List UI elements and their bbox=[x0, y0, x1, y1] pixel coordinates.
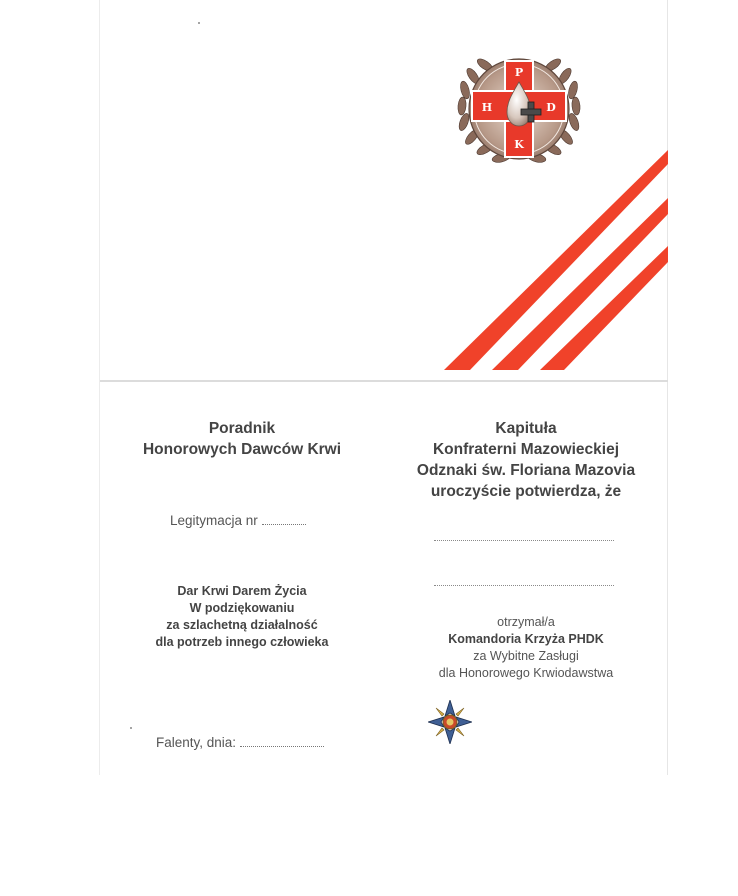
award-name: Komandoria Krzyża PHDK bbox=[448, 632, 604, 646]
emblem-letter-h: H bbox=[481, 101, 493, 114]
legitymacja-number-blank[interactable] bbox=[262, 524, 306, 525]
emblem-letter-d: D bbox=[546, 101, 556, 114]
kapitula-heading bbox=[384, 418, 668, 502]
motto-line: dla potrzeb innego człowieka bbox=[155, 635, 329, 649]
heading-line: Konfraterni Mazowieckiej bbox=[432, 441, 620, 458]
motto-line: za szlachetną działalność bbox=[166, 618, 318, 632]
speck bbox=[198, 22, 200, 24]
card-left-edge bbox=[99, 0, 100, 775]
title-line-1: Poradnik bbox=[208, 420, 276, 437]
poradnik-title bbox=[100, 418, 384, 460]
title-line-2: Honorowych Dawców Krwi bbox=[142, 441, 342, 458]
legitymacja-label: Legitymacja nr bbox=[170, 513, 258, 528]
received-label: otrzymał/a bbox=[497, 615, 555, 629]
award-block bbox=[384, 614, 668, 682]
heading-line: uroczyście potwierdza, że bbox=[430, 483, 622, 500]
recipient-name-line-1[interactable] bbox=[434, 540, 614, 541]
heading-line: Odznaki św. Floriana Mazovia bbox=[416, 462, 636, 479]
motto-block bbox=[100, 583, 384, 651]
merit-line-1: za Wybitne Zasługi bbox=[473, 649, 579, 663]
emblem-letter-k: K bbox=[514, 138, 524, 151]
heading-line: Kapituła bbox=[495, 420, 557, 437]
motto-line: W podziękowaniu bbox=[189, 601, 295, 615]
red-stripes-decoration bbox=[440, 150, 668, 372]
legitymacja-field bbox=[170, 513, 306, 528]
merit-line-2: dla Honorowego Krwiodawstwa bbox=[438, 666, 614, 680]
date-field bbox=[156, 735, 324, 750]
speck bbox=[130, 727, 132, 729]
recipient-name-line-2[interactable] bbox=[434, 585, 614, 586]
emblem-letter-p: P bbox=[514, 66, 524, 79]
fold-line bbox=[100, 380, 668, 382]
date-blank[interactable] bbox=[240, 746, 324, 747]
motto-line: Dar Krwi Darem Życia bbox=[177, 584, 307, 598]
florian-cross-icon bbox=[428, 700, 472, 744]
date-label: Falenty, dnia: bbox=[156, 735, 237, 750]
